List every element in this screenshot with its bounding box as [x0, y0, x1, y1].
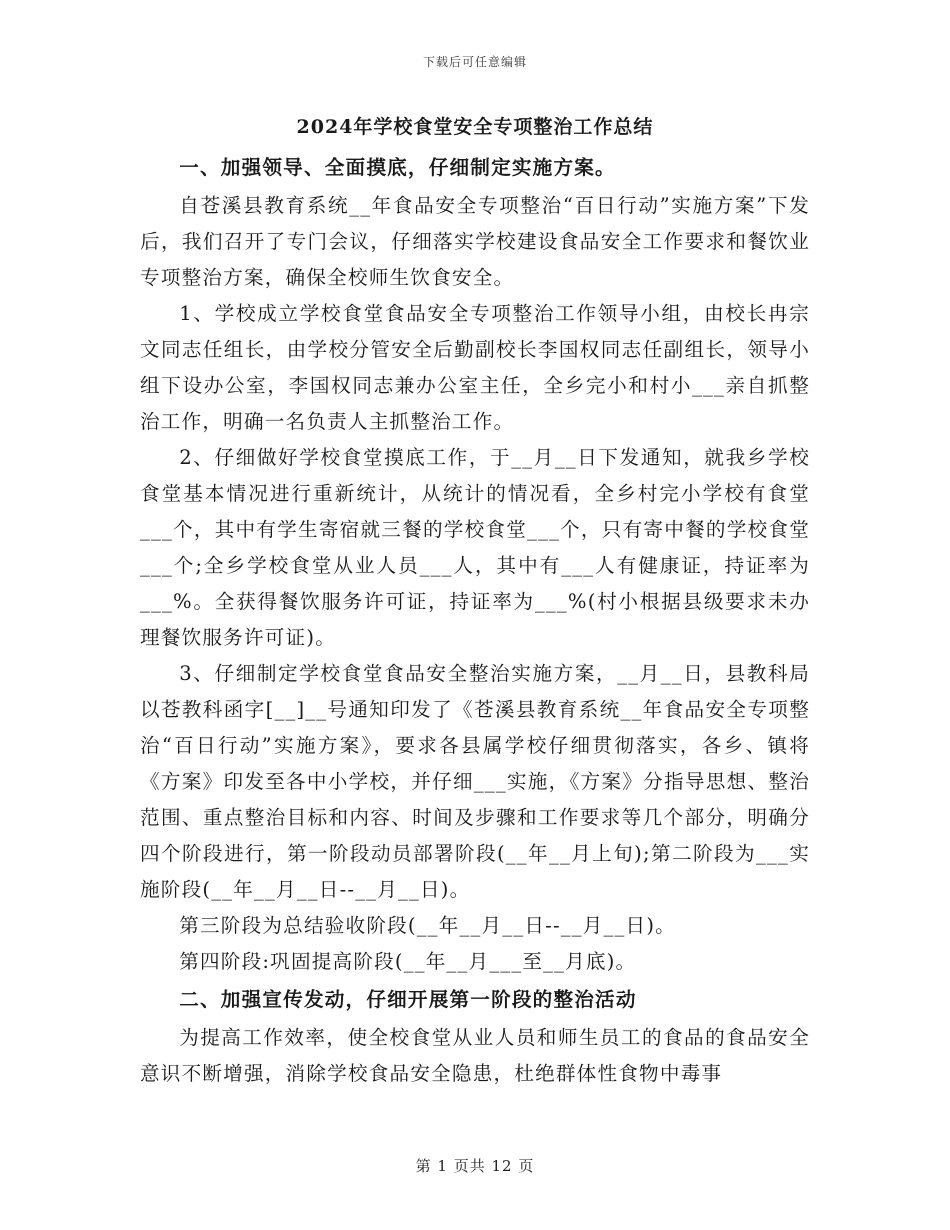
paragraph: 3、仔细制定学校食堂食品安全整治实施方案，__月__日，县教科局以苍教科函字[__]__号通知印发了《苍溪县教育系统__年食品安全专项整治“百日行动”实施方案》，要求各县属学校仔细贯彻落实，各乡、镇将《方案》印发至各中小学校，并仔细___实施，《方案》分指导思想、整治范围、重点整治目标和内容、时间及步骤和工作要求等几个部分，明确分四个阶段进行，第一阶段动员部署阶段(__年__月上旬);第二阶段为___实施阶段(__年__月__日--__月__日)。: [140, 662, 810, 901]
paragraph: 为提高工作效率，使全校食堂从业人员和师生员工的食品的食品安全意识不断增强，消除学校食品安全隐患，杜绝群体性食物中毒事: [140, 1026, 810, 1085]
page-number-footer: 第 1 页共 12 页: [415, 1157, 535, 1175]
paragraph: 第三阶段为总结验收阶段(__年__月__日--__月__日)。: [179, 914, 676, 937]
section-heading-2: 二、加强宣传发动，仔细开展第一阶段的整治活动: [179, 988, 637, 1011]
document-body: [140, 112, 810, 1092]
paragraph: 第四阶段:巩固提高阶段(__年__月___至__月底)。: [179, 950, 637, 973]
section-heading-1: 一、加强领导、全面摸底，仔细制定实施方案。: [179, 156, 616, 179]
header-note: 下载后可任意编辑: [422, 55, 527, 69]
paragraph: 1、学校成立学校食堂食品安全专项整治工作领导小组，由校长冉宗文同志任组长，由学校分管安全后勤副校长李国权同志任副组长，领导小组下设办公室，李国权同志兼办公室主任，全乡完小和村小___亲自抓整治工作，明确一名负责人主抓整治工作。: [140, 302, 810, 433]
paragraph: 自苍溪县教育系统__年食品安全专项整治“百日行动”实施方案”下发后，我们召开了专门会议，仔细落实学校建设食品安全工作要求和餐饮业专项整治方案，确保全校师生饮食安全。: [140, 194, 810, 289]
document-title: 2024年学校食堂安全专项整治工作总结: [296, 116, 654, 138]
paragraph: 2、仔细做好学校食堂摸底工作，于__月__日下发通知，就我乡学校食堂基本情况进行重新统计，从统计的情况看，全乡村完小学校有食堂___个，其中有学生寄宿就三餐的学校食堂___个，只有寄中餐的学校食堂___个;全乡学校食堂从业人员___人，其中有___人有健康证，持证率为___%。全获得餐饮服务许可证，持证率为___%(村小根据县级要求未办理餐饮服务许可证)。: [140, 446, 810, 649]
